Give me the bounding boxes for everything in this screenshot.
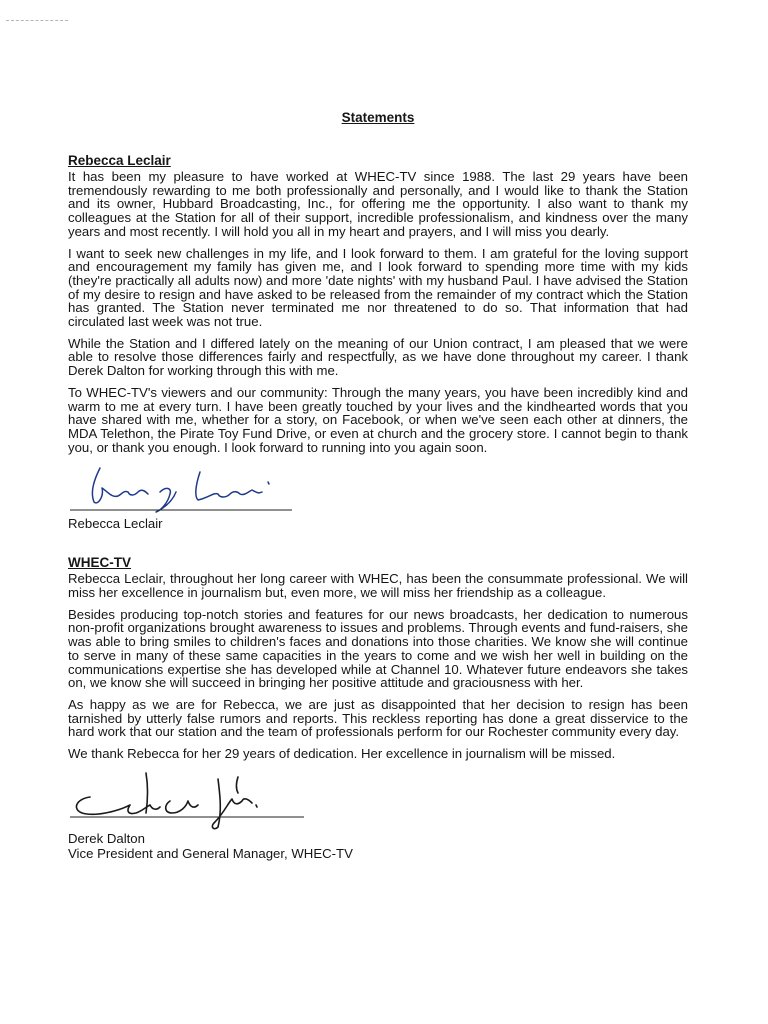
station-paragraph-3: As happy as we are for Rebecca, we are just as disappointed that her decision to resign has been tarnished by utterly false rumors and reports. This reckless reporting has done a great disservice to the hard work that our station and the team of professionals perform for our Rochester community every day. (68, 696, 688, 740)
station-paragraph-4: We thank Rebecca for her 29 years of dedication. Her excellence in journalism will be missed. (68, 746, 616, 762)
dalton-signer-name: Derek Dalton (68, 830, 145, 846)
statement-page (68, 110, 688, 861)
scan-edge-mark (6, 20, 68, 21)
leclair-statement-section (68, 153, 688, 531)
station-paragraph-1: Rebecca Leclair, throughout her long career with WHEC, has been the consummate professional. We will miss her excellence in journalism but, even more, we will miss her friendship as a colleague. (68, 571, 688, 601)
station-statement-section (68, 555, 688, 860)
leclair-paragraph-3: While the Station and I differed lately on the meaning of our Union contract, I am pleased that we were able to resolve those differences fairly and respectfully, as we have done throughout my career. I thank Derek Dalton for working through this with me. (68, 335, 688, 379)
leclair-paragraph-1: It has been my pleasure to have worked at WHEC-TV since 1988. The last 29 years have been tremendously rewarding to me both professionally and personally, and I would like to thank the Station and its owner, Hubbard Broadcasting, Inc., for offering me the opportunity. I also want to thank my colleagues at the Station for all of their support, incredible professionalism, and kindness over the many years and most recently. I will hold you all in my heart and prayers, and I will miss you dearly. (68, 169, 688, 239)
leclair-paragraph-2: I want to seek new challenges in my life, and I look forward to them. I am grateful for the loving support and encouragement my family has given me, and I look forward to spending more time with my kids (they're practically all adults now) and more 'date nights' with my husband Paul. I have advised the Station of my desire to resign and have asked to be released from the remainder of my contract which the Station has granted. The Station never terminated me nor threatened to do so. That information that had circulated last week was not true. (68, 245, 688, 330)
dalton-signature (68, 769, 688, 831)
station-paragraph-2: Besides producing top-notch stories and features for our news broadcasts, her dedication to numerous non-profit organizations brought awareness to issues and problems. Through events and fund-raisers, she was able to bring smiles to children's faces and donations into those charities. We know she will continue to serve in many of these same capacities in the years to come and we wish her well in building on the communications expertise she has developed while at Channel 10. Whatever future endeavors she takes on, we know she will succeed in bringing her positive attitude and graciousness with her. (68, 606, 688, 691)
leclair-statement-heading: Rebecca Leclair (68, 153, 171, 168)
dalton-handwritten-signature (68, 769, 328, 831)
leclair-signer-name: Rebecca Leclair (68, 516, 163, 532)
leclair-handwritten-signature (68, 462, 308, 516)
leclair-signature (68, 462, 688, 516)
leclair-paragraph-4: To WHEC-TV's viewers and our community: Through the many years, you have been incredibly kind and warm to me at every turn. I have been greatly touched by your lives and the kindhearted words that you have shared with me, whether for a story, on Facebook, or when we've seen each other at dinners, the MDA Telethon, the Pirate Toy Fund Drive, or even at church and the grocery store. I cannot begin to thank you, or thank you enough. I look forward to running into you again soon. (68, 384, 688, 455)
dalton-signer-title: Vice President and General Manager, WHEC-TV (68, 845, 353, 861)
document-title: Statements (341, 110, 415, 125)
station-statement-heading: WHEC-TV (68, 555, 131, 571)
